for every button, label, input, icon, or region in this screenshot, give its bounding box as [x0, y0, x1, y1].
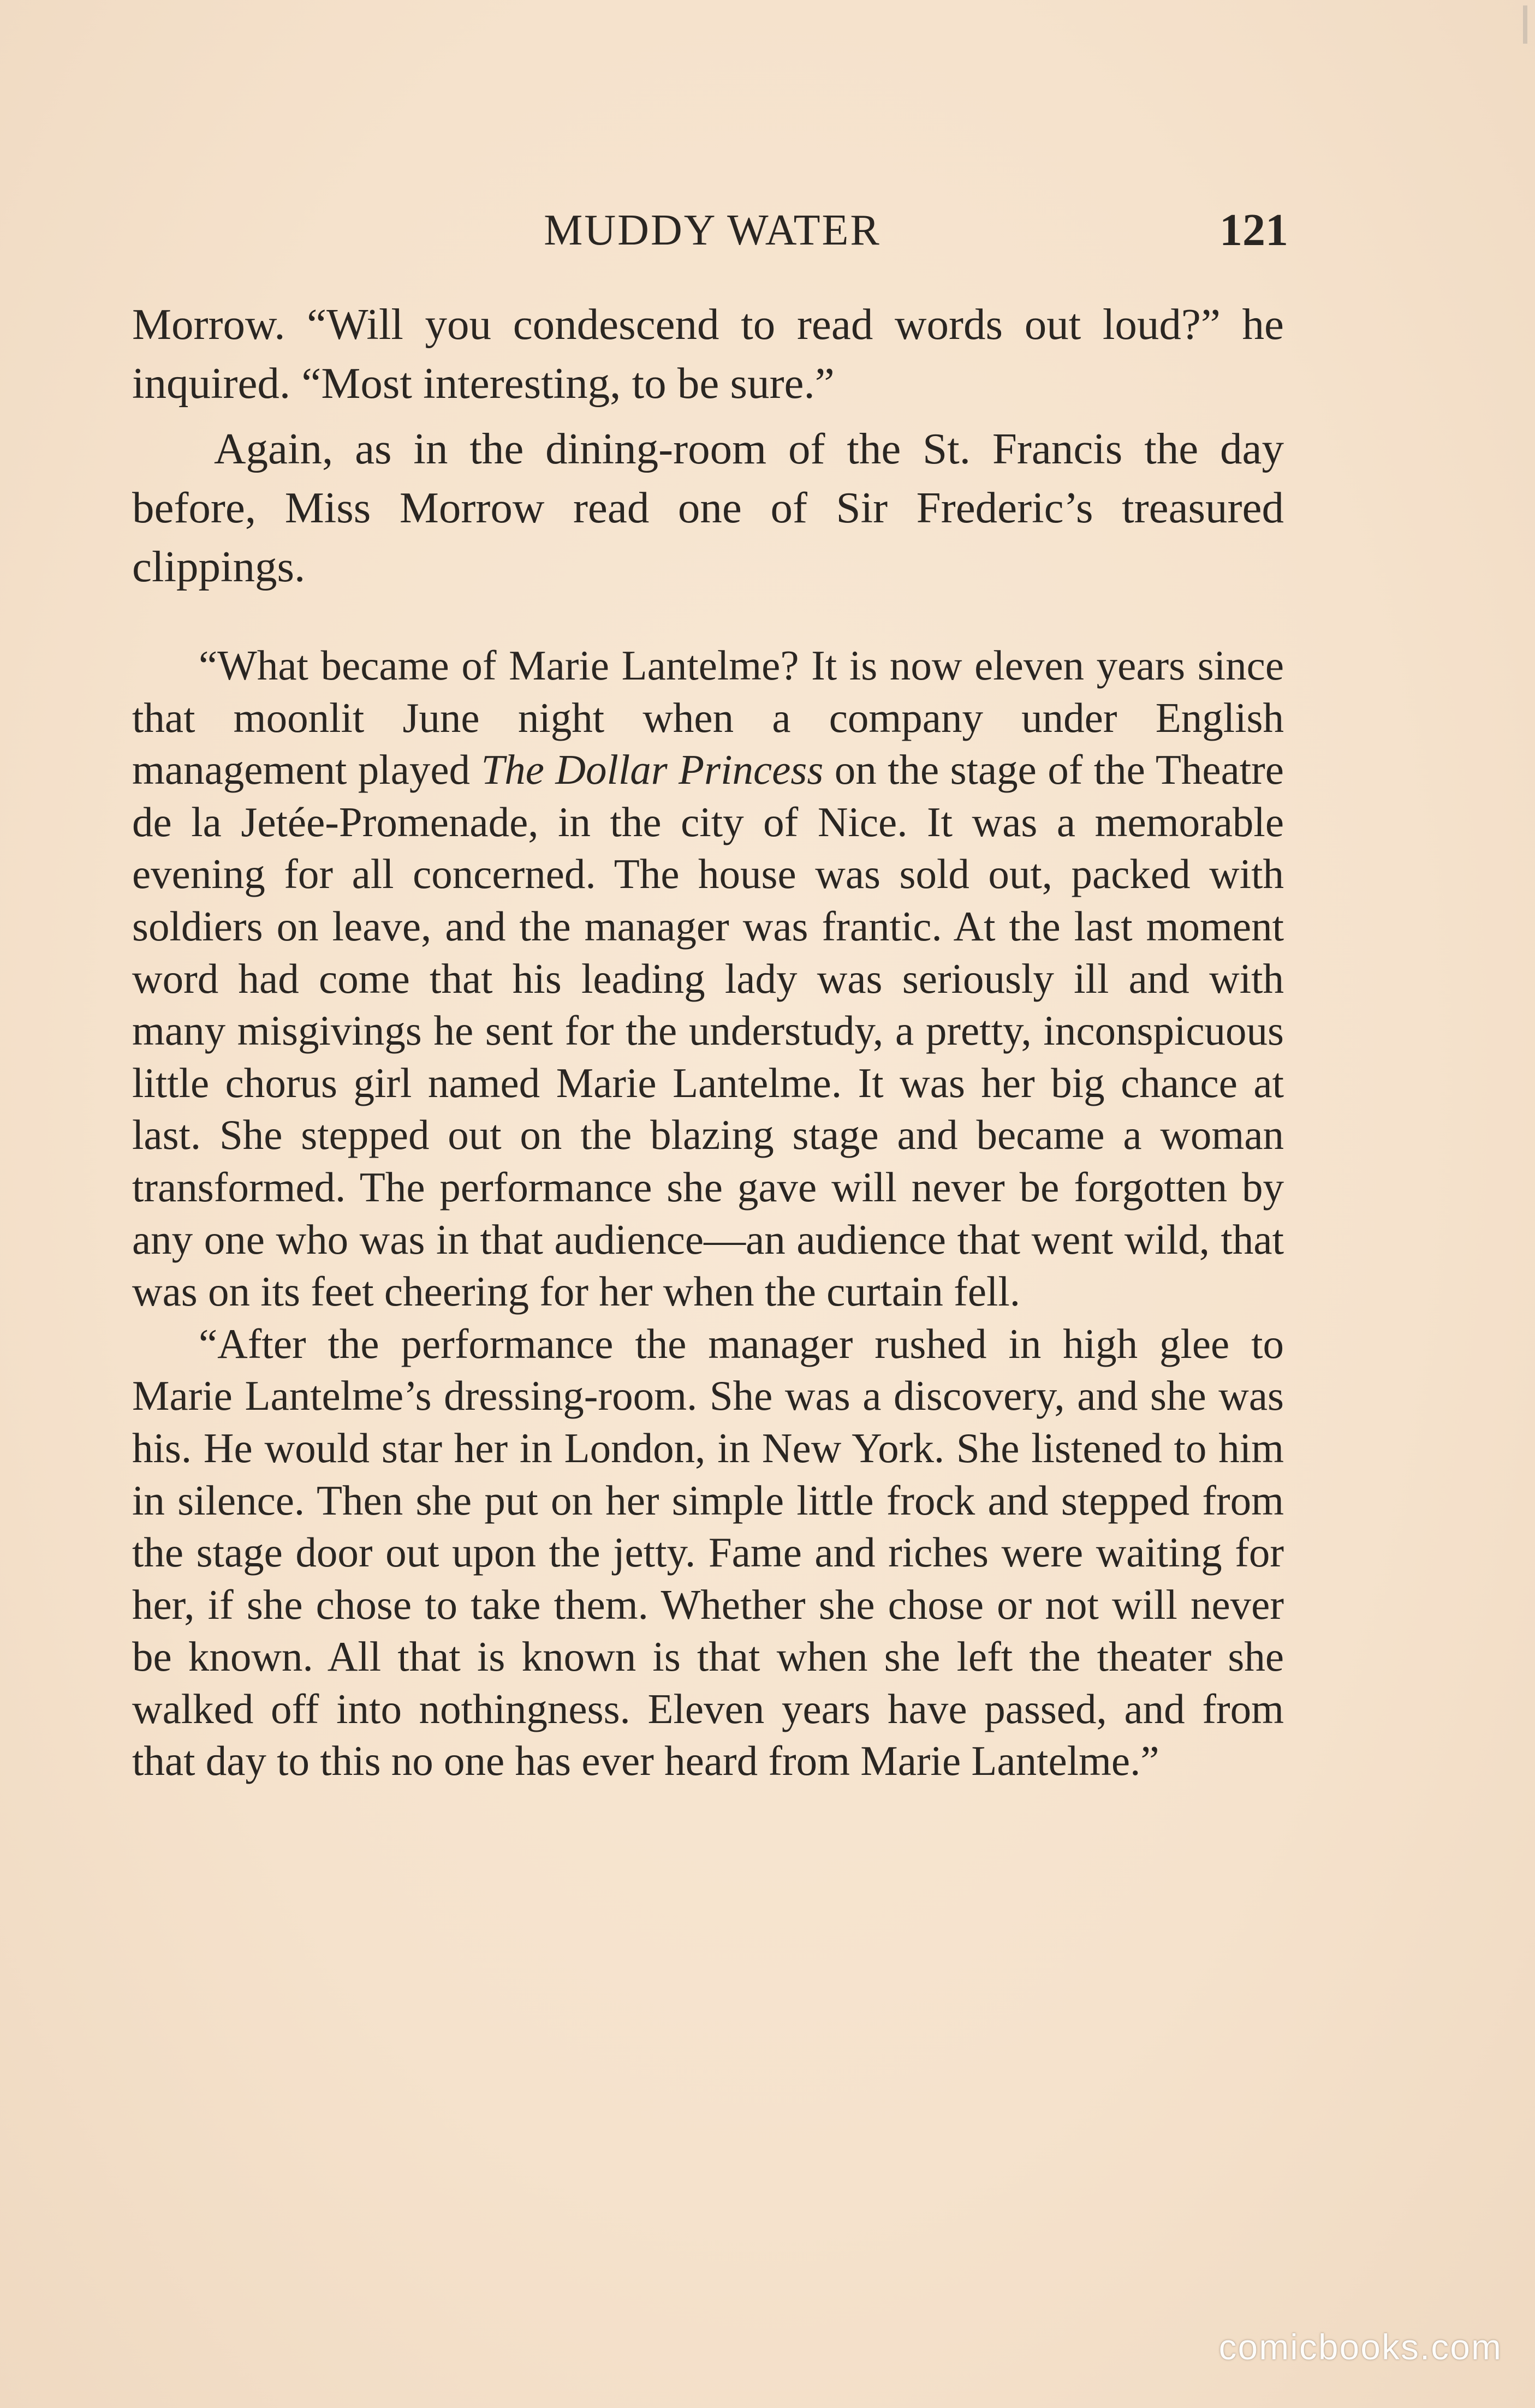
running-head	[136, 198, 1288, 258]
body-text	[132, 295, 1284, 1787]
running-title: MUDDY WATER	[544, 206, 881, 254]
play-title: The Dollar Princess	[481, 746, 824, 794]
clipping-quote	[132, 640, 1284, 1787]
paragraph-continued: Morrow. “Will you condescend to read words out loud?” he inquired. “Most interesting, to be sure.”	[132, 300, 1284, 408]
page-number: 121	[1219, 205, 1288, 255]
paragraph-narration: Again, as in the dining-room of the St. Francis the day before, Miss Morrow read one of Sir Frederic’s treasured clippings.	[132, 424, 1284, 591]
clipping-text-start: “What became of Marie Lantelme? It is now eleven years since that moonlit June night when a company under English management played	[132, 642, 1284, 794]
watermark-logo: comicbooks.com	[1218, 2327, 1502, 2367]
page-edge-mark	[1523, 5, 1527, 44]
clipping-paragraph-2: “After the performance the manager rushed in high glee to Marie Lantelme’s dressing-room. She was a discovery, and she was his. He would star her in London, in New York. She listened to him in silence. Then she put on her simple little frock and stepped from the stage door out upon the jetty. Fame and riches were waiting for her, if she chose to take them. Whether she chose or not will never be known. All that is known is that when she left the theater she walked off into nothingness. Eleven years have passed, and from that day to this no one has ever heard from Marie Lantelme.”	[132, 1320, 1284, 1785]
clipping-paragraph-1	[132, 640, 1284, 1318]
clipping-text-rest: on the stage of the Theatre de la Jetée-Promenade, in the city of Nice. It was a memorable evening for all concerned. The house was sold out, packed with soldiers on leave, and the manager was frantic. At the last moment word had come that his leading lady was seriously ill and with many misgivings he sent for the understudy, a pretty, inconspicuous little chorus girl named Marie Lantelme. It was her big chance at last. She stepped out on the blazing stage and became a woman transformed. The performance she gave will never be forgotten by any one who was in that audience—an audience that went wild, that was on its feet cheering for her when the curtain fell.	[132, 746, 1284, 1315]
